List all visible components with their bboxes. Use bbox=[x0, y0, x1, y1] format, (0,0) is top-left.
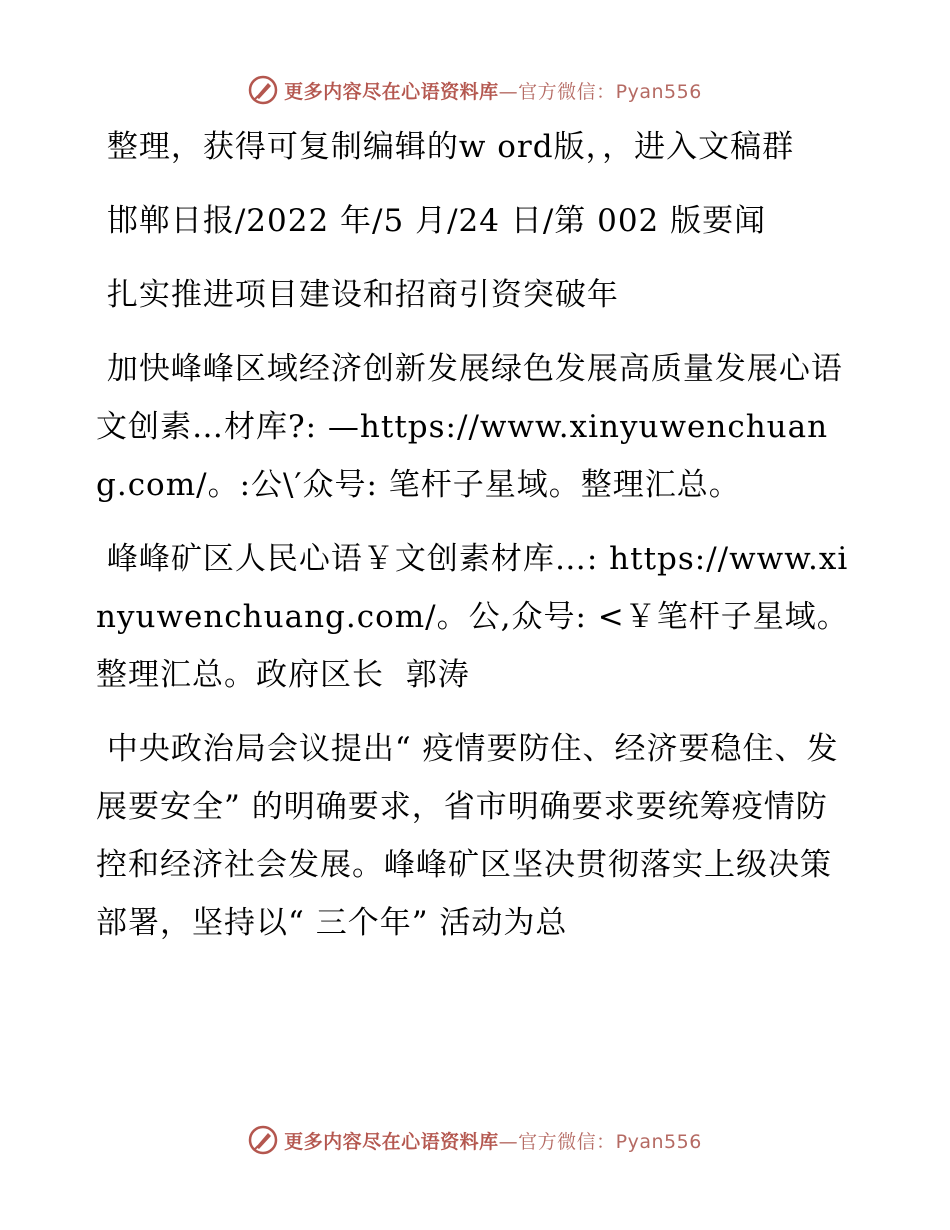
quill-seal-icon bbox=[248, 1125, 278, 1155]
paragraph-body: 中央政治局会议提出“ 疫情要防住、经济要稳住、发展要安全” 的明确要求，省市明确要求要统筹疫情防控和经济社会发展。峰峰矿区坚决贯彻落实上级决策部署，坚持以“ 三个年” 活动为总 bbox=[96, 731, 839, 941]
paragraph-subheadline: 加快峰峰区域经济创新发展绿色发展高质量发展心语文创素…材库?: —https://www.xinyuwenchuang.com/。:公\′众号: 笔杆子星域。整理汇总。 bbox=[96, 351, 843, 503]
footer-watermark bbox=[0, 1122, 950, 1158]
paragraph-headline: 扎实推进项目建设和招商引资突破年 bbox=[96, 277, 619, 313]
watermark-contact-text: —官方微信：Pyan556 bbox=[498, 80, 702, 103]
document-body bbox=[96, 118, 856, 968]
paragraph-source: 邯郸日报/2022 年/5 月/24 日/第 002 版要闻 bbox=[96, 203, 767, 239]
quill-seal-icon bbox=[248, 75, 278, 105]
watermark-site-text: 更多内容尽在心语资料库 bbox=[284, 80, 499, 103]
watermark-site-text: 更多内容尽在心语资料库 bbox=[284, 1130, 499, 1153]
watermark-contact-text: —官方微信：Pyan556 bbox=[498, 1130, 702, 1153]
paragraph-author: 峰峰矿区人民心语￥文创素材库…: https://www.xinyuwenchuang.com/。公,众号: <￥笔杆子星域。整理汇总。政府区长 郭涛 bbox=[96, 541, 849, 693]
header-watermark bbox=[0, 72, 950, 108]
paragraph-note: 整理，获得可复制编辑的w ord版，，进入文稿群 bbox=[96, 129, 795, 165]
